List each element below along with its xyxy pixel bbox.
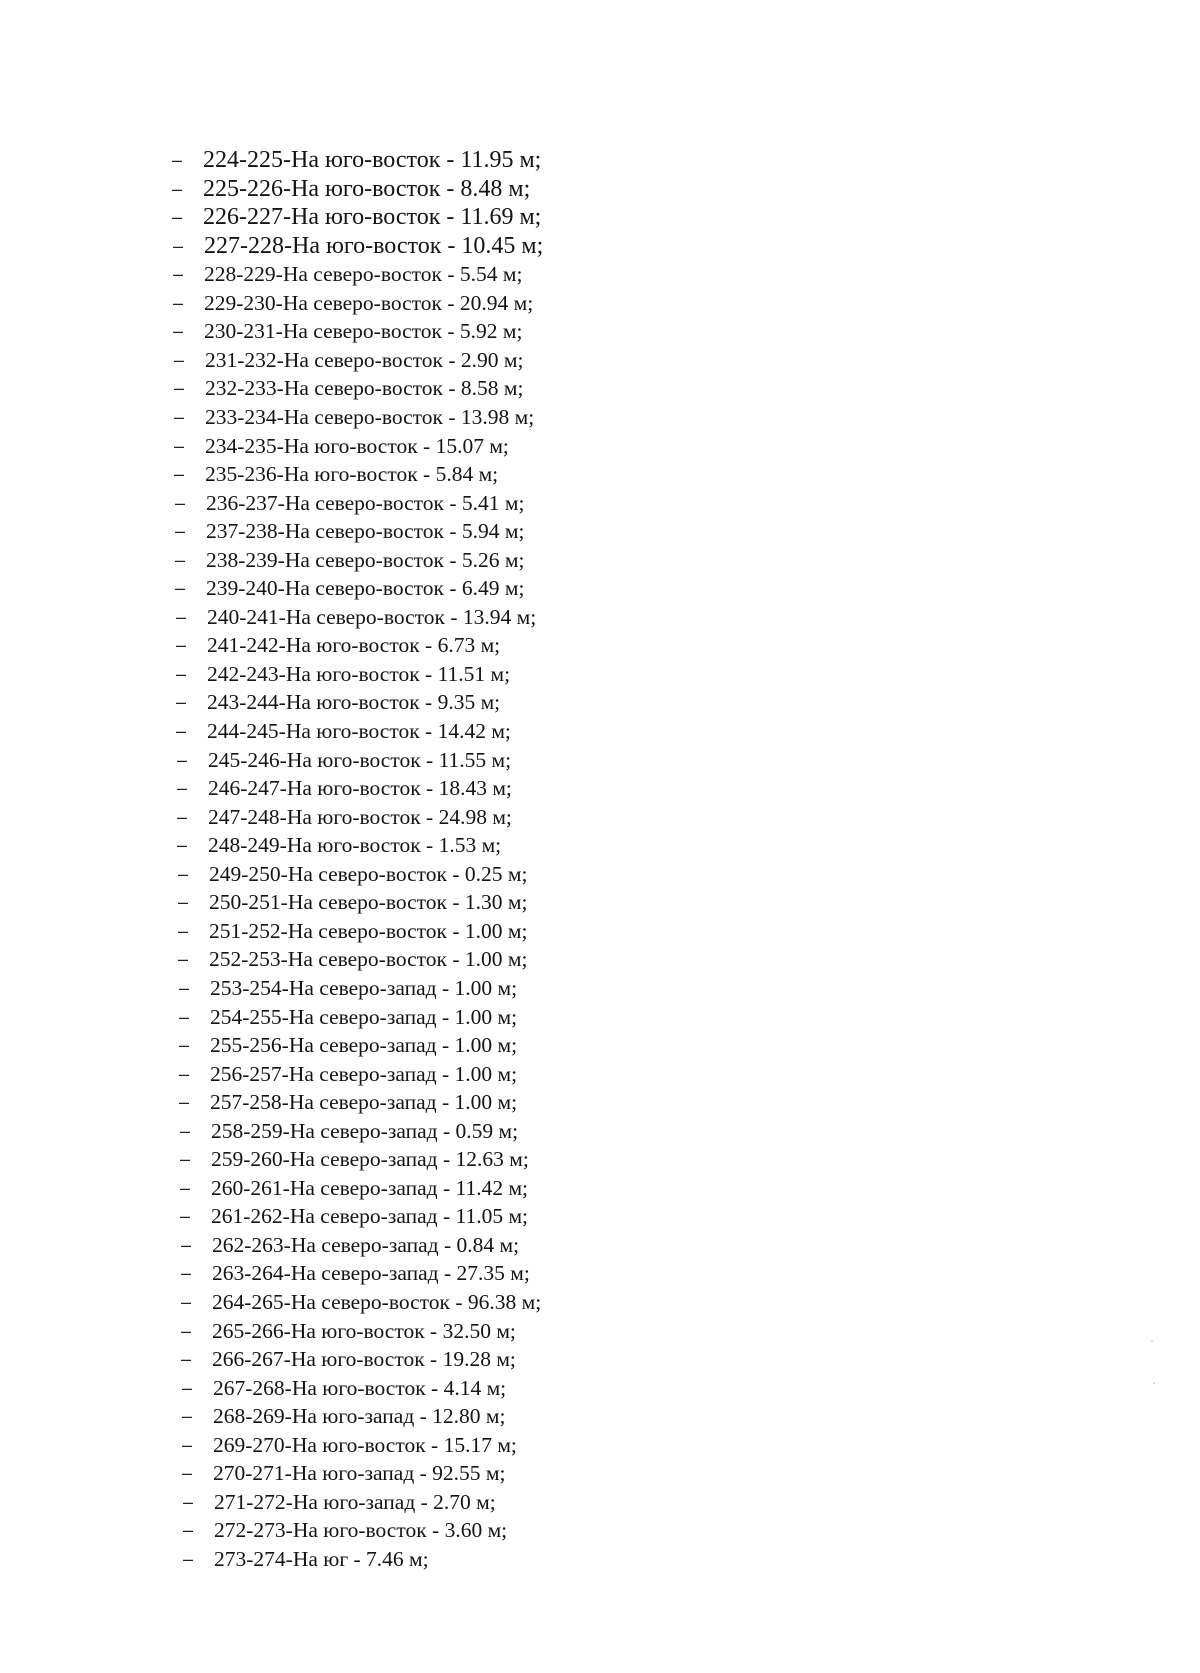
segment-text: 237-238-На северо-восток - 5.94 м; [206,519,525,543]
dash-bullet: – [182,1520,193,1540]
dash-bullet: – [178,1064,189,1084]
segment-text: 238-239-На северо-восток - 5.26 м; [206,548,525,572]
dash-bullet: – [173,350,184,370]
segment-text: 243-244-На юго-восток - 9.35 м; [207,690,501,714]
segment-text: 224-225-На юго-восток - 11.95 м; [203,147,542,173]
segment-text: 259-260-На северо-запад - 12.63 м; [211,1147,529,1171]
segment-text: 264-265-На северо-восток - 96.38 м; [212,1290,542,1314]
dash-bullet: – [179,1206,190,1226]
segment-text: 248-249-На юго-восток - 1.53 м; [208,833,502,857]
dash-bullet: – [176,835,187,855]
dash-bullet: – [181,1463,192,1483]
segment-text: 228-229-На северо-восток - 5.54 м; [204,262,523,286]
segment-text: 272-273-На юго-восток - 3.60 м; [214,1518,508,1542]
dash-bullet: – [181,1378,192,1398]
segment-text: 225-226-На юго-восток - 8.48 м; [203,176,531,202]
segment-text: 250-251-На северо-восток - 1.30 м; [209,890,528,914]
segment-text: 241-242-На юго-восток - 6.73 м; [207,633,501,657]
segment-text: 246-247-На юго-восток - 18.43 м; [208,776,512,800]
dash-bullet: – [175,721,186,741]
segment-text: 231-232-На северо-восток - 2.90 м; [205,348,524,372]
dash-bullet: – [182,1549,193,1569]
dash-bullet: – [176,778,187,798]
segment-text: 230-231-На северо-восток - 5.92 м; [204,319,523,343]
dash-bullet: – [176,750,187,770]
segment-text: 242-243-На юго-восток - 11.51 м; [207,662,511,686]
dash-bullet: – [181,1435,192,1455]
dash-bullet: – [172,264,183,284]
dash-bullet: – [180,1263,191,1283]
scan-speck [1153,1382,1155,1384]
segment-text: 255-256-На северо-запад - 1.00 м; [210,1033,518,1057]
dash-bullet: – [173,378,184,398]
dash-bullet: – [174,493,185,513]
dash-bullet: – [171,150,182,170]
segment-text: 260-261-На северо-запад - 11.42 м; [211,1176,529,1200]
dash-bullet: – [173,464,184,484]
segment-text: 254-255-На северо-запад - 1.00 м; [210,1005,518,1029]
dash-bullet: – [180,1235,191,1255]
dash-bullet: – [172,321,183,341]
dash-bullet: – [175,692,186,712]
dash-bullet: – [174,550,185,570]
segment-text: 234-235-На юго-восток - 15.07 м; [205,434,509,458]
dash-bullet: – [172,236,183,256]
dash-bullet: – [177,864,188,884]
segment-text: 256-257-На северо-запад - 1.00 м; [210,1062,518,1086]
segment-text: 239-240-На северо-восток - 6.49 м; [206,576,525,600]
dash-bullet: – [182,1492,193,1512]
segment-text: 265-266-На юго-восток - 32.50 м; [212,1319,516,1343]
scan-speck [1151,1340,1153,1342]
dash-bullet: – [175,664,186,684]
dash-bullet: – [178,1007,189,1027]
segment-text: 229-230-На северо-восток - 20.94 м; [204,291,534,315]
segment-text: 261-262-На северо-запад - 11.05 м; [211,1204,529,1228]
segment-text: 227-228-На юго-восток - 10.45 м; [204,233,544,259]
segment-text: 233-234-На северо-восток - 13.98 м; [205,405,535,429]
dash-bullet: – [174,521,185,541]
segment-text: 244-245-На юго-восток - 14.42 м; [207,719,511,743]
dash-bullet: – [171,179,182,199]
dash-bullet: – [180,1292,191,1312]
segment-text: 253-254-На северо-запад - 1.00 м; [210,976,518,1000]
segment-text: 268-269-На юго-запад - 12.80 м; [213,1404,506,1428]
segment-text: 273-274-На юг - 7.46 м; [214,1547,429,1571]
segment-text: 263-264-На северо-запад - 27.35 м; [212,1261,530,1285]
dash-bullet: – [179,1149,190,1169]
segment-text: 247-248-На юго-восток - 24.98 м; [208,805,512,829]
dash-bullet: – [177,949,188,969]
dash-bullet: – [180,1321,191,1341]
dash-bullet: – [175,635,186,655]
dash-bullet: – [173,436,184,456]
segment-text: 266-267-На юго-восток - 19.28 м; [212,1347,516,1371]
segment-text: 245-246-На юго-восток - 11.55 м; [208,748,512,772]
segment-text: 262-263-На северо-запад - 0.84 м; [212,1233,520,1257]
segment-text: 235-236-На юго-восток - 5.84 м; [205,462,499,486]
dash-bullet: – [180,1349,191,1369]
segment-text: 252-253-На северо-восток - 1.00 м; [209,947,528,971]
dash-bullet: – [176,807,187,827]
segment-text: 267-268-На юго-восток - 4.14 м; [213,1376,507,1400]
segment-text: 249-250-На северо-восток - 0.25 м; [209,862,528,886]
dash-bullet: – [181,1406,192,1426]
segment-text: 258-259-На северо-запад - 0.59 м; [211,1119,519,1143]
segment-text: 257-258-На северо-запад - 1.00 м; [210,1090,518,1114]
dash-bullet: – [171,207,182,227]
segment-text: 269-270-На юго-восток - 15.17 м; [213,1433,517,1457]
segment-text: 251-252-На северо-восток - 1.00 м; [209,919,528,943]
dash-bullet: – [177,892,188,912]
segment-text: 232-233-На северо-восток - 8.58 м; [205,376,524,400]
dash-bullet: – [178,1035,189,1055]
segment-text: 270-271-На юго-запад - 92.55 м; [213,1461,506,1485]
dash-bullet: – [179,1178,190,1198]
segment-text: 236-237-На северо-восток - 5.41 м; [206,491,525,515]
dash-bullet: – [177,921,188,941]
dash-bullet: – [175,607,186,627]
dash-bullet: – [178,1092,189,1112]
dash-bullet: – [173,407,184,427]
dash-bullet: – [172,293,183,313]
dash-bullet: – [179,1121,190,1141]
segment-text: 271-272-На юго-запад - 2.70 м; [214,1490,496,1514]
segment-text: 226-227-На юго-восток - 11.69 м; [203,204,542,230]
dash-bullet: – [174,578,185,598]
dash-bullet: – [178,978,189,998]
segment-text: 240-241-На северо-восток - 13.94 м; [207,605,537,629]
